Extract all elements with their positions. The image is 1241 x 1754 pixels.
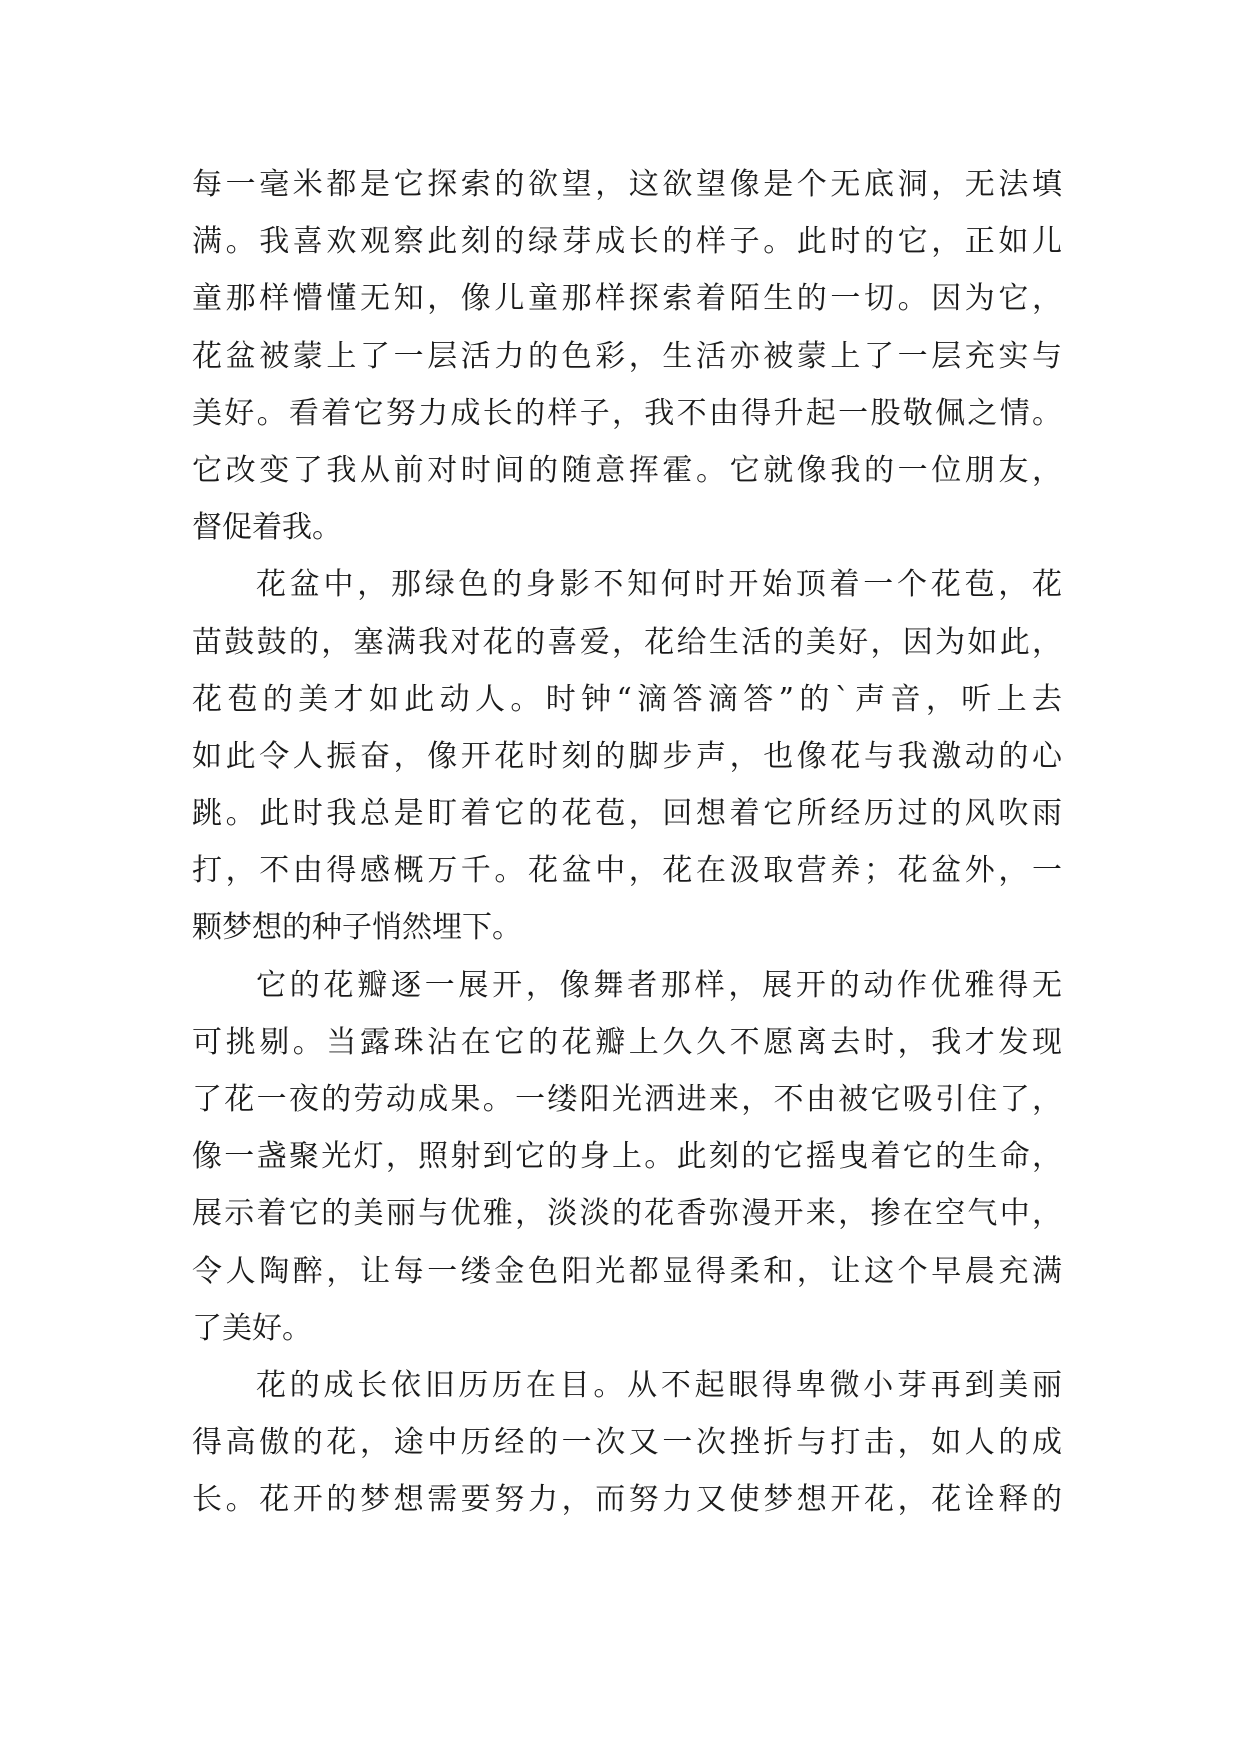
text-line: 花盆被蒙上了一层活力的色彩，生活亦被蒙上了一层充实与 — [192, 338, 1062, 374]
text-line: 长。花开的梦想需要努力，而努力又使梦想开花，花诠释的 — [192, 1482, 1062, 1518]
text-line: 打，不由得感概万千。花盆中，花在汲取营养；花盆外，一 — [192, 853, 1062, 889]
text-line: 展示着它的美丽与优雅，淡淡的花香弥漫开来，掺在空气中， — [192, 1196, 1062, 1232]
paragraph-first-line: 花的成长依旧历历在目。从不起眼得卑微小芽再到美丽 — [256, 1367, 1062, 1403]
text-line: 了美好。 — [192, 1310, 312, 1346]
text-line: 每一毫米都是它探索的欲望，这欲望像是个无底洞，无法填 — [192, 167, 1062, 202]
text-line: 得高傲的花，途中历经的一次又一次挫折与打击，如人的成 — [192, 1425, 1062, 1461]
body-text — [192, 156, 1062, 1529]
text-line: 童那样懵懂无知，像儿童那样探索着陌生的一切。因为它， — [192, 281, 1062, 317]
text-line: 可挑剔。当露珠沾在它的花瓣上久久不愿离去时，我才发现 — [192, 1024, 1062, 1060]
text-line: 令人陶醉，让每一缕金色阳光都显得柔和，让这个早晨充满 — [192, 1253, 1062, 1289]
text-line: 颗梦想的种子悄然埋下。 — [192, 910, 522, 946]
text-line: 督促着我。 — [192, 510, 342, 546]
text-line: 苗鼓鼓的，塞满我对花的喜爱，花给生活的美好，因为如此， — [192, 624, 1062, 660]
text-line: 满。我喜欢观察此刻的绿芽成长的样子。此时的它，正如儿 — [192, 224, 1062, 260]
text-line: 美好。看着它努力成长的样子，我不由得升起一股敬佩之情。 — [192, 395, 1062, 431]
text-line: 花苞的美才如此动人。时钟“滴答滴答”的`声音，听上去 — [192, 681, 1062, 717]
text-line: 了花一夜的劳动成果。一缕阳光洒进来，不由被它吸引住了， — [192, 1082, 1062, 1117]
text-line: 如此令人振奋，像开花时刻的脚步声，也像花与我激动的心 — [192, 738, 1062, 774]
paragraph-first-line: 它的花瓣逐一展开，像舞者那样，展开的动作优雅得无 — [256, 967, 1062, 1003]
text-line: 跳。此时我总是盯着它的花苞，回想着它所经历过的风吹雨 — [192, 796, 1062, 832]
text-line: 它改变了我从前对时间的随意挥霍。它就像我的一位朋友， — [192, 452, 1062, 488]
paragraph-first-line: 花盆中，那绿色的身影不知何时开始顶着一个花苞，花 — [256, 567, 1062, 603]
text-line: 像一盏聚光灯，照射到它的身上。此刻的它摇曳着它的生命， — [192, 1139, 1062, 1175]
